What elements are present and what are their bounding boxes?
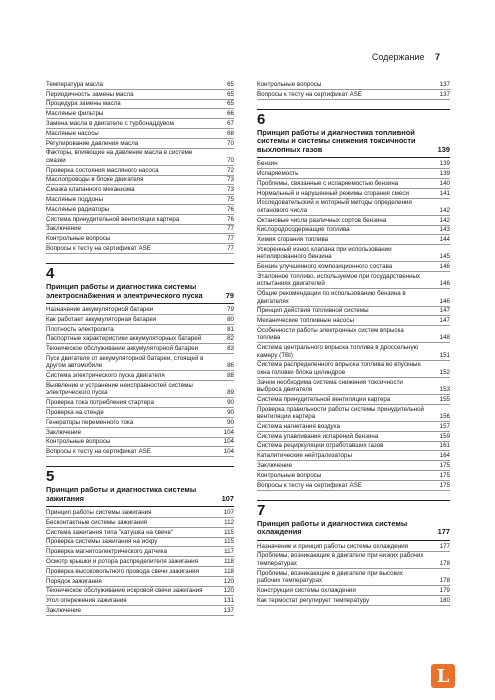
toc-entry-page: 76 [227, 205, 234, 213]
toc-entry-title: Проверка системы зажигания на искру [46, 538, 158, 546]
toc-entry-title: Система принудительной вентиляции картера [257, 395, 391, 403]
toc-entry-page: 104 [223, 448, 234, 456]
toc-entry[interactable] [46, 109, 234, 119]
toc-entry[interactable] [257, 199, 450, 216]
toc-entry-title: Периодичность замены масла [46, 90, 134, 98]
toc-entry[interactable] [46, 344, 234, 354]
toc-entry-page: 67 [227, 119, 234, 127]
toc-entry[interactable] [46, 428, 234, 438]
toc-entry[interactable] [257, 80, 450, 90]
toc-entry-title: Маслопроводы в блоке двигателя [46, 176, 144, 184]
toc-entry[interactable] [46, 244, 234, 254]
toc-entry[interactable] [46, 176, 234, 186]
toc-entry-page: 180 [439, 596, 450, 604]
toc-entry-page: 152 [439, 368, 450, 376]
toc-entry-title: Проблемы, возникающие в двигателе при высоких рабочих температурах [257, 569, 403, 584]
toc-entry-page: 86 [227, 362, 234, 370]
toc-entry[interactable] [257, 272, 450, 289]
chapter-title-text: Принцип работы и диагностика системы зажигания [46, 485, 197, 503]
toc-left-column [46, 80, 234, 616]
toc-entry-title: Контрольные вопросы [46, 235, 111, 243]
toc-entry-title: Октановые числа различных сортов бензина [257, 216, 387, 224]
toc-entry-title: Проверка правильности работы системы принудительной вентиляции картера [257, 405, 424, 420]
toc-entry-page: 178 [439, 576, 450, 584]
toc-entry-title: Как работает аккумуляторная батарея [46, 315, 157, 323]
toc-entry[interactable] [257, 307, 450, 317]
toc-entry-page: 157 [439, 422, 450, 430]
toc-entry[interactable] [257, 586, 450, 596]
toc-entry-page: 77 [227, 235, 234, 243]
toc-entry[interactable] [46, 567, 234, 577]
toc-entry-page: 161 [439, 442, 450, 450]
toc-entry[interactable] [46, 335, 234, 345]
toc-entry[interactable] [46, 371, 234, 381]
toc-entry-title: Система принудительной вентиляции картера [46, 215, 180, 223]
toc-entry[interactable] [257, 326, 450, 343]
toc-entry-title: Регулирование давления масла [46, 139, 139, 147]
toc-entry[interactable] [46, 80, 234, 90]
toc-entry[interactable] [257, 169, 450, 179]
toc-entry-title: Генераторы переменного тока [46, 418, 134, 426]
toc-entry-title: Контрольные вопросы [257, 471, 322, 479]
page-header [372, 52, 440, 62]
toc-entry-page: 175 [439, 471, 450, 479]
toc-entry-title: Вопросы к тесту на сертификат ASE [257, 481, 362, 489]
toc-entry[interactable] [257, 461, 450, 471]
toc-entry-title: Общие рекомендации по использованию бензина в двигателях [257, 290, 406, 305]
toc-entry-page: 147 [439, 307, 450, 315]
toc-entry-title: Плотность электролита [46, 325, 114, 333]
toc-entry-title: Замена масла в двигателе с турбонаддувом [46, 119, 174, 127]
toc-entry-page: 65 [227, 100, 234, 108]
toc-entry-page: 83 [227, 345, 234, 353]
toc-entry-page: 141 [439, 189, 450, 197]
toc-entry[interactable] [46, 398, 234, 408]
toc-entry-title: Заключение [46, 225, 82, 233]
toc-entry[interactable] [257, 343, 450, 360]
chapter-title[interactable] [46, 283, 234, 304]
toc-entry[interactable] [46, 438, 234, 448]
toc-entry-page: 89 [227, 389, 234, 397]
toc-entry[interactable] [46, 381, 234, 398]
toc-entry-title: Техническое обслуживание аккумуляторной батареи [46, 345, 199, 353]
toc-entry-page: 120 [223, 587, 234, 595]
toc-entry-title: Назначение и принцип работы системы охлаждения [257, 542, 408, 550]
chapter-title[interactable] [46, 486, 234, 507]
toc-entry-page: 118 [224, 567, 234, 575]
toc-entry-title: Принцип работы системы зажигания [46, 509, 152, 517]
toc-entry[interactable] [257, 596, 450, 606]
toc-entry-page: 107 [223, 509, 234, 517]
toc-entry[interactable] [46, 139, 234, 149]
chapter-title-text: Принцип работы и диагностика системы охлаждения [257, 518, 408, 537]
toc-entry[interactable] [46, 234, 234, 244]
toc-entry-page: 75 [227, 195, 234, 203]
toc-entry-title: Проверка на стенде [46, 408, 104, 416]
toc-entry-page: 77 [227, 244, 234, 252]
toc-entry-title: Система электрического пуска двигателя [46, 372, 165, 380]
toc-entry-title: Смазка клапанного механизма [46, 186, 135, 194]
toc-entry-page: 79 [227, 305, 234, 313]
toc-entry-page: 156 [439, 412, 450, 420]
toc-entry-page: 77 [227, 225, 234, 233]
toc-entry[interactable] [257, 432, 450, 442]
toc-entry-title: Принцип действия топливной системы [257, 307, 369, 315]
toc-entry[interactable] [46, 587, 234, 597]
chapter-items [257, 542, 450, 606]
toc-entry-title: Температура масла [46, 80, 104, 88]
toc-entry[interactable] [257, 262, 450, 272]
toc-entry-page: 175 [439, 461, 450, 469]
chapter-items [46, 305, 234, 457]
chapter-title-text: Принцип работы и диагностика топливной системы и системы снижения токсичности выхлопных газов [257, 127, 416, 154]
toc-entry-title: Химия сгорания топлива [257, 236, 329, 244]
toc-entry[interactable] [46, 528, 234, 538]
toc-entry-page: 147 [439, 317, 450, 325]
toc-entry[interactable] [46, 418, 234, 428]
toc-entry[interactable] [257, 235, 450, 245]
toc-entry-page: 104 [223, 428, 234, 436]
chapter-title[interactable] [257, 129, 450, 159]
toc-entry[interactable] [257, 471, 450, 481]
toc-entry-title: Техническое обслуживание искровой свечи зажигания [46, 587, 203, 595]
chapter-6 [257, 109, 450, 491]
toc-entry-title: Каталитические нейтрализаторы [257, 452, 352, 460]
toc-entry-title: Контрольные вопросы [257, 80, 322, 88]
toc-entry-title: Контрольные вопросы [46, 438, 111, 446]
toc-entry[interactable] [257, 361, 450, 378]
toc-entry-page: 115 [224, 528, 234, 536]
toc-entry[interactable] [257, 552, 450, 569]
toc-entry-title: Бесконтактные системы зажигания [46, 518, 147, 526]
toc-entry[interactable] [257, 90, 450, 100]
toc-entry[interactable] [257, 569, 450, 586]
publisher-logo-icon [431, 664, 455, 688]
toc-entry-title: Масляные насосы [46, 129, 99, 137]
toc-entry[interactable] [257, 226, 450, 236]
toc-entry[interactable] [46, 606, 234, 616]
toc-entry-page: 148 [439, 334, 450, 342]
toc-entry[interactable] [46, 129, 234, 139]
toc-entry[interactable] [46, 538, 234, 548]
toc-entry[interactable] [46, 596, 234, 606]
toc-entry[interactable] [46, 325, 234, 335]
toc-entry-title: Нормальный и нарушенный режимы сгорания смеси [257, 189, 409, 197]
toc-entry-title: Особенности работы электронных систем впрыска топлива [257, 326, 404, 342]
toc-entry[interactable] [257, 289, 450, 306]
toc-entry-page: 73 [227, 176, 234, 184]
toc-entry-page: 175 [439, 481, 450, 489]
toc-entry-page: 139 [439, 169, 450, 177]
toc-entry[interactable] [46, 408, 234, 418]
toc-entry-title: Факторы, влияющие на давление масла в системе смазки [46, 149, 193, 164]
toc-entry[interactable] [46, 315, 234, 325]
toc-entry-page: 65 [227, 80, 234, 88]
chapter-number: 5 [46, 466, 234, 484]
toc-entry[interactable] [257, 216, 450, 226]
toc-entry[interactable] [46, 215, 234, 225]
chapter-4 [46, 263, 234, 457]
toc-entry-page: 145 [439, 253, 450, 261]
chapter-number: 4 [46, 263, 234, 281]
toc-entry[interactable] [257, 395, 450, 405]
chapter-items [257, 159, 450, 490]
toc-entry-title: Вопросы к тесту на сертификат ASE [257, 90, 362, 98]
toc-entry-page: 137 [439, 80, 450, 88]
toc-entry-page: 139 [439, 160, 450, 168]
toc-entry-title: Ускоренный износ клапана при использовании нетилированного бензина [257, 245, 392, 261]
toc-entry-page: 146 [439, 297, 450, 305]
toc-entry-title: Осмотр крышки и ротора распределителя зажигания [46, 558, 198, 566]
toc-entry[interactable] [257, 481, 450, 491]
toc-entry-title: Система распределенного впрыска топлива во впускные окна головки блока цилиндров [257, 361, 421, 376]
toc-entry-title: Проблемы, связанные с испаряемостью бензина [257, 179, 399, 187]
page-number: 7 [434, 52, 440, 62]
toc-entry-title: Проверка состояния масляного насоса [46, 166, 159, 174]
toc-group-top-right [257, 80, 450, 100]
chapter-title-text: Принцип работы и диагностика системы электроснабжения и электрического пуска [46, 281, 203, 300]
running-title: Содержание [371, 52, 425, 62]
toc-entry[interactable] [46, 119, 234, 129]
toc-entry[interactable] [46, 195, 234, 205]
toc-right-column [257, 80, 450, 606]
chapter-page: 79 [225, 290, 234, 300]
toc-entry-page: 179 [439, 586, 450, 594]
chapter-7 [257, 500, 450, 606]
toc-entry-title: Конструкция системы охлаждения [257, 586, 356, 594]
toc-entry-title: Процедура замены масла [46, 100, 121, 108]
chapter-number: 7 [257, 500, 450, 518]
toc-entry-page: 143 [439, 226, 450, 234]
toc-entry-page: 146 [439, 263, 450, 271]
toc-entry-title: Порядок зажигания [46, 577, 102, 585]
toc-entry[interactable] [46, 100, 234, 110]
toc-entry-title: Угол опережения зажигания [46, 597, 127, 605]
toc-entry-title: Вопросы к тесту на сертификат ASE [46, 448, 151, 456]
toc-entry-page: 80 [227, 315, 234, 323]
toc-group-top-left [46, 80, 234, 254]
toc-entry-title: Вопросы к тесту на сертификат ASE [46, 244, 151, 252]
toc-entry-title: Механические топливные насосы [257, 317, 354, 325]
toc-entry-page: 151 [439, 351, 450, 359]
toc-entry[interactable] [46, 557, 234, 567]
toc-entry-page: 155 [439, 395, 450, 403]
toc-entry[interactable] [257, 405, 450, 422]
toc-entry[interactable] [46, 90, 234, 100]
toc-entry-title: Система центрального впрыска топлива в дроссельную камеру (TBI) [257, 344, 419, 359]
toc-entry-page: 178 [439, 559, 450, 567]
toc-entry-title: Система улавливания испарений бензина [257, 432, 379, 440]
toc-entry[interactable] [257, 159, 450, 169]
toc-entry-title: Паспортные характеристики аккумуляторных батарей [46, 335, 202, 343]
toc-entry-page: 90 [227, 399, 234, 407]
toc-entry-title: Система рециркуляции отработавших газов [257, 442, 384, 450]
toc-entry[interactable] [46, 225, 234, 235]
toc-entry-page: 70 [227, 139, 234, 147]
toc-entry[interactable] [257, 542, 450, 552]
toc-entry-title: Проверка тока потребления стартера [46, 399, 154, 407]
chapter-page: 177 [437, 527, 450, 537]
toc-entry-title: Система зажигания типа "катушка на свече" [46, 528, 174, 536]
toc-entry-title: Выявление и устранение неисправностей системы электрического пуска [46, 381, 193, 397]
toc-entry-page: 117 [224, 548, 234, 556]
toc-entry-page: 90 [227, 408, 234, 416]
toc-entry[interactable] [46, 577, 234, 587]
toc-entry[interactable] [46, 305, 234, 315]
logo-letter: L [436, 665, 450, 687]
toc-entry-page: 65 [227, 90, 234, 98]
toc-entry[interactable] [257, 189, 450, 199]
toc-entry-page: 112 [224, 518, 234, 526]
toc-entry-title: Испаряемость [257, 169, 299, 177]
toc-entry-page: 137 [439, 90, 450, 98]
toc-entry-page: 142 [439, 206, 450, 214]
toc-entry[interactable] [46, 205, 234, 215]
toc-entry-page: 142 [439, 216, 450, 224]
toc-entry-page: 131 [223, 597, 234, 605]
toc-entry[interactable] [46, 149, 234, 166]
toc-entry-page: 164 [439, 452, 450, 460]
toc-entry-page: 88 [227, 372, 234, 380]
toc-entry-title: Заключение [46, 607, 82, 615]
toc-entry-title: Проверка магнитоэлектрического датчика [46, 548, 168, 556]
toc-entry-page: 68 [227, 129, 234, 137]
toc-entry[interactable] [257, 451, 450, 461]
toc-entry-page: 140 [439, 179, 450, 187]
toc-entry-page: 90 [227, 418, 234, 426]
toc-entry-page: 146 [439, 280, 450, 288]
toc-entry[interactable] [46, 518, 234, 528]
chapter-page: 139 [437, 144, 450, 154]
chapter-number: 6 [257, 109, 450, 127]
toc-entry[interactable] [257, 422, 450, 432]
toc-entry-title: Заключение [257, 461, 293, 469]
toc-entry-page: 118 [224, 558, 234, 566]
toc-entry[interactable] [46, 166, 234, 176]
chapter-5 [46, 466, 234, 616]
toc-entry[interactable] [46, 547, 234, 557]
toc-entry-title: Масляные поддоны [46, 195, 103, 203]
toc-entry-title: Система нагнетания воздуха [257, 422, 341, 430]
toc-entry-page: 159 [439, 432, 450, 440]
toc-entry-page: 81 [227, 325, 234, 333]
toc-entry-page: 73 [227, 186, 234, 194]
toc-entry-title: Бензин [257, 160, 278, 168]
toc-entry-page: 72 [227, 166, 234, 174]
toc-entry[interactable] [257, 378, 450, 395]
toc-entry-title: Эталонное топливо, используемое при государственных испытаниях двигателей [257, 272, 421, 288]
toc-entry-title: Пуск двигателя от аккумуляторной батареи, стоящей в другом автомобиле [46, 354, 204, 370]
toc-entry[interactable] [46, 508, 234, 518]
toc-entry-page: 144 [439, 236, 450, 244]
toc-entry-page: 82 [227, 335, 234, 343]
toc-entry-page: 137 [223, 607, 234, 615]
toc-entry-title: Зачем необходима система снижения токсичности выброса двигателя [257, 378, 403, 393]
toc-entry-title: Масляные радиаторы [46, 205, 110, 213]
toc-entry-page: 153 [439, 385, 450, 393]
toc-entry-title: Исследовательский и моторный методы определения октанового числа [257, 199, 412, 214]
chapter-title[interactable] [257, 520, 450, 541]
toc-entry-title: Как термостат регулирует температуру [257, 596, 370, 604]
toc-entry-title: Проблемы, возникающие в двигателе при низких рабочих температурах [257, 552, 424, 567]
toc-entry[interactable] [257, 316, 450, 326]
toc-entry[interactable] [46, 185, 234, 195]
toc-entry-page: 66 [227, 110, 234, 118]
toc-entry-title: Заключение [46, 428, 82, 436]
toc-entry-title: Бензин улучшенного композиционного состава [257, 263, 393, 271]
toc-entry-page: 76 [227, 215, 234, 223]
toc-entry-title: Кислородосодержащие топлива [257, 226, 350, 234]
chapter-page: 107 [221, 493, 234, 503]
toc-entry[interactable] [257, 245, 450, 262]
toc-entry[interactable] [46, 447, 234, 457]
toc-entry-title: Проверка высоковольтного провода свечи зажигания [46, 567, 199, 575]
toc-entry-title: Назначение аккумуляторной батареи [46, 305, 154, 313]
toc-entry-page: 120 [223, 577, 234, 585]
toc-entry-page: 70 [227, 156, 234, 164]
chapter-items [46, 508, 234, 616]
toc-entry-page: 177 [439, 542, 450, 550]
toc-entry[interactable] [46, 354, 234, 371]
toc-entry-page: 104 [223, 438, 234, 446]
toc-entry[interactable] [257, 179, 450, 189]
toc-entry-page: 115 [224, 538, 234, 546]
toc-entry[interactable] [257, 442, 450, 452]
toc-entry-title: Масляные фильтры [46, 110, 104, 118]
